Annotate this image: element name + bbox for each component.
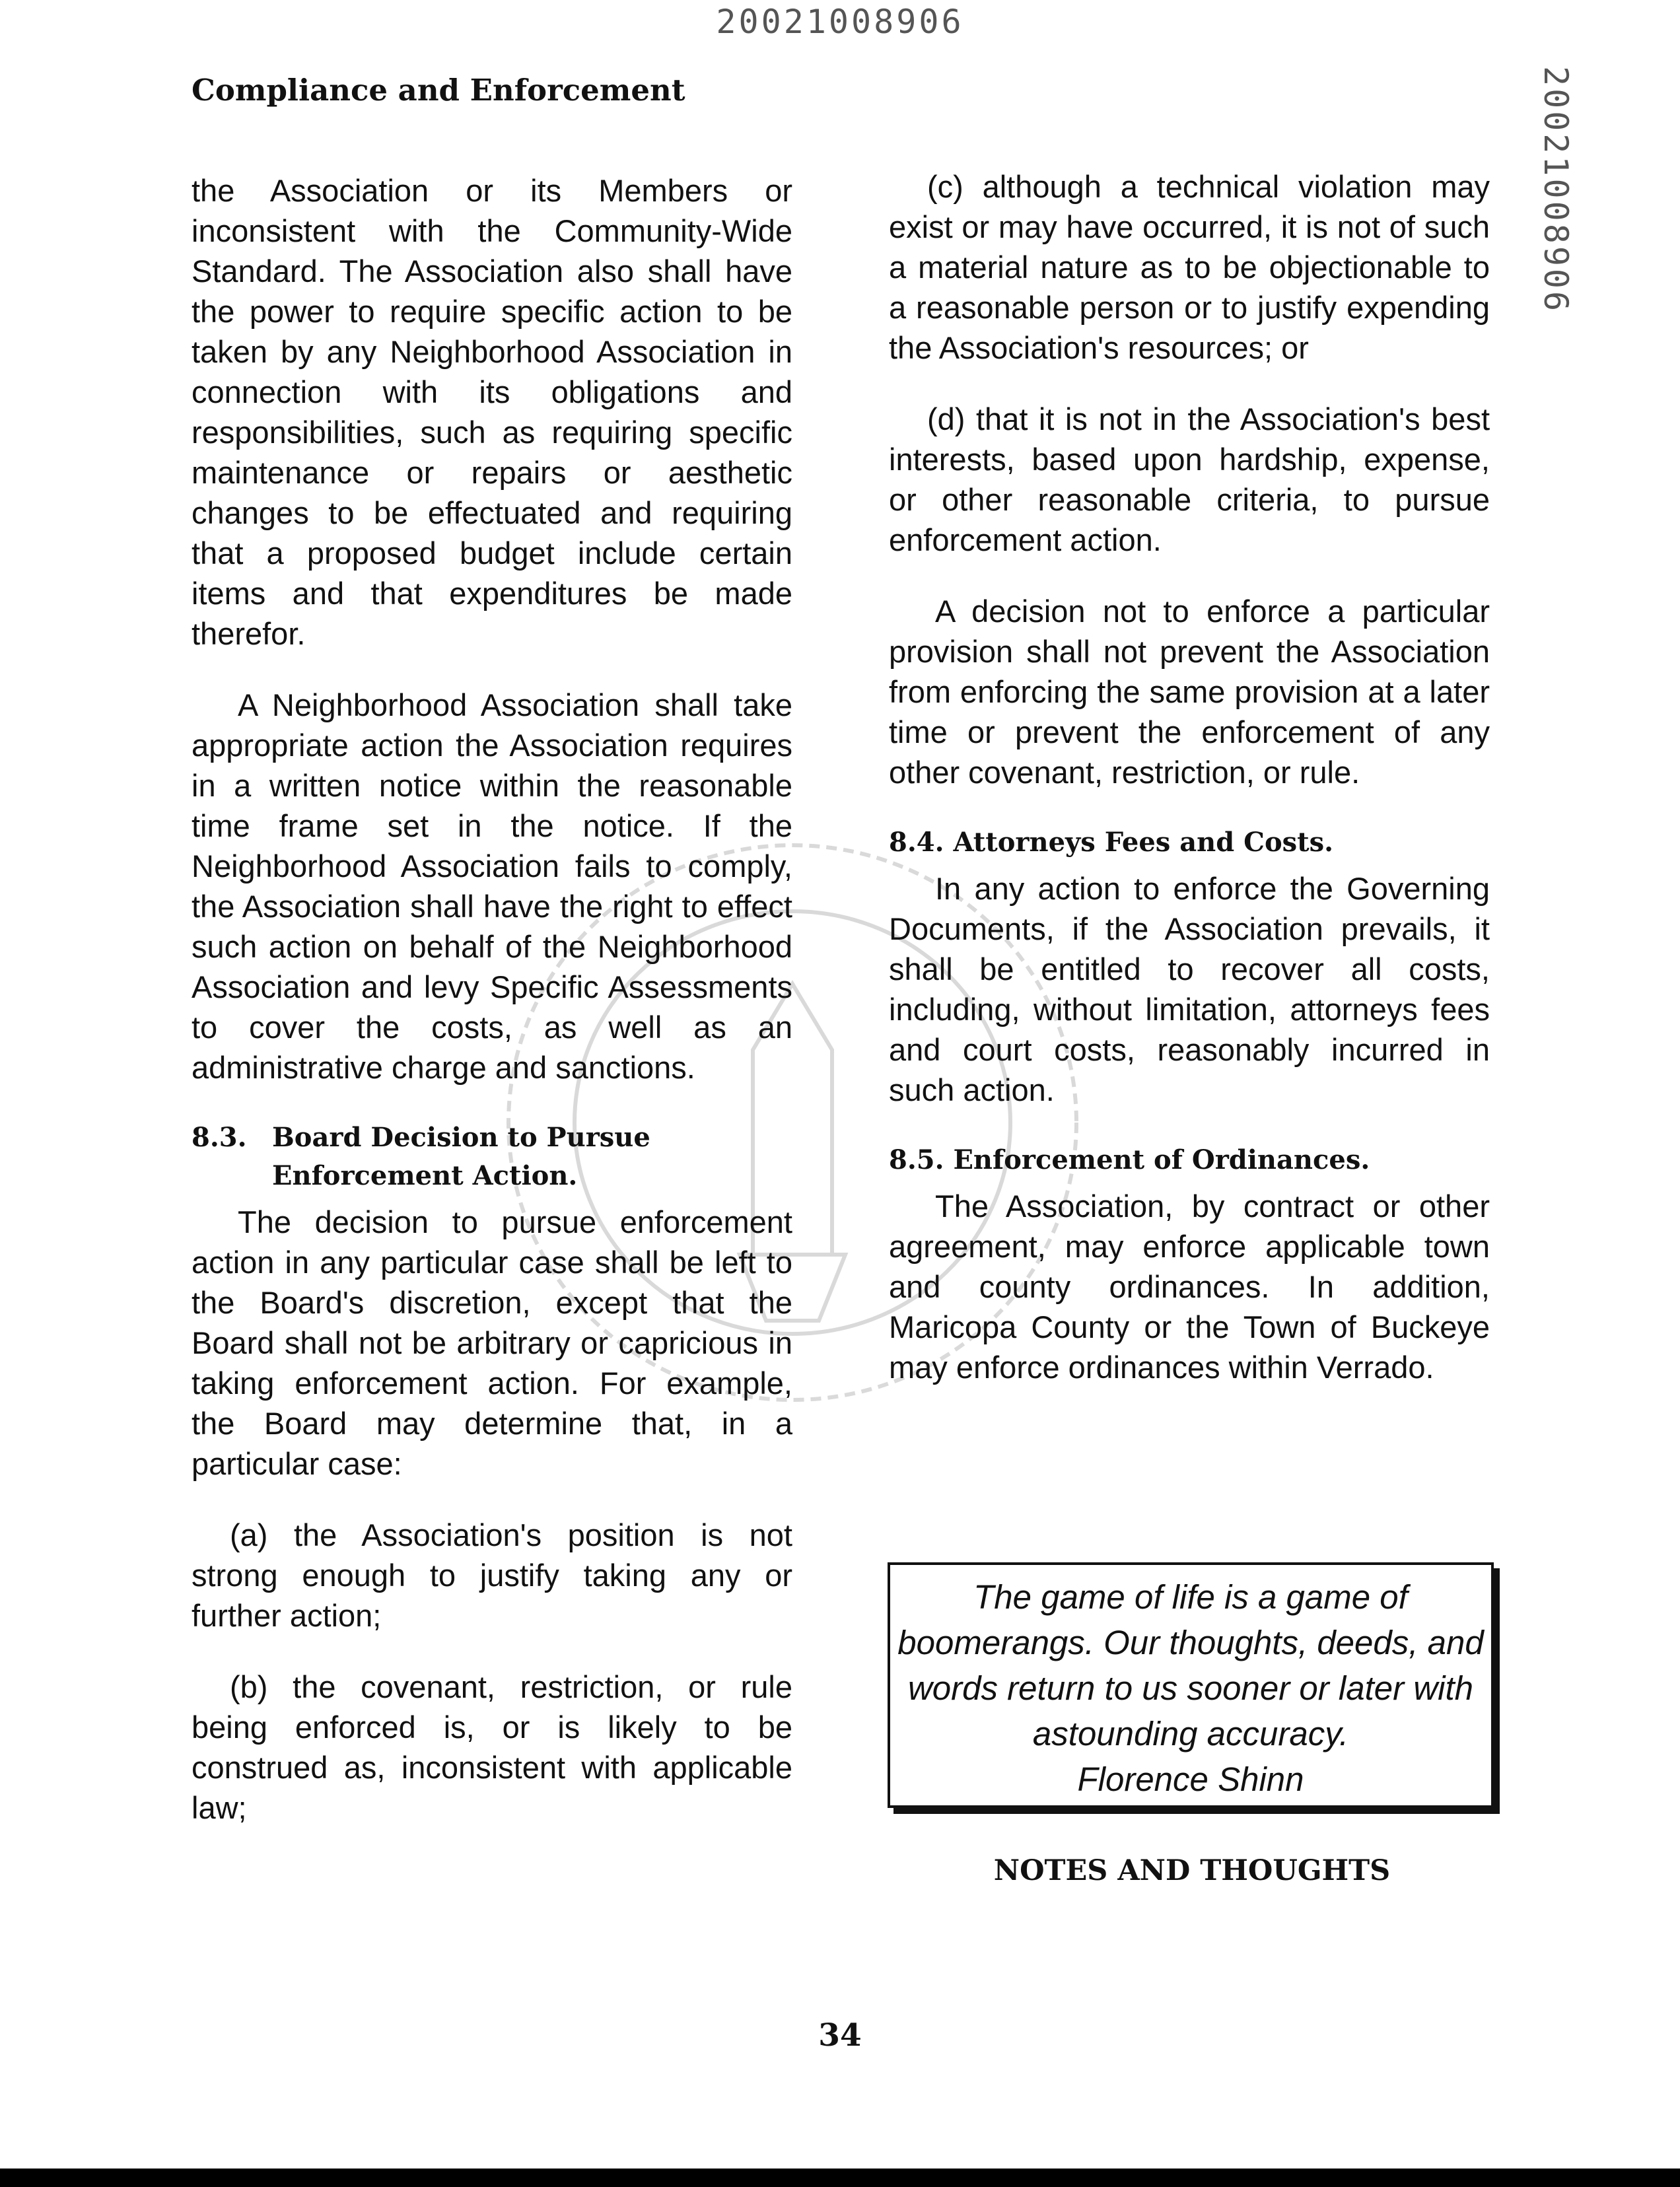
paragraph-continued: the Association or its Members or inconsistent with the Community-Wide Standard. The Association also shall have the power to require specific action to be taken by any Neighborhood Association in connection with its obligations and responsibilities, such as requiring specific maintenance or repairs or aesthetic changes to be effectuated and requiring that a proposed budget include certain items and that expenditures be made therefor. bbox=[192, 173, 792, 651]
quote-line: words return to us sooner or later with bbox=[907, 1669, 1474, 1707]
paragraph-neighborhood-association: A Neighborhood Association shall take appropriate action the Association requires in a written notice within the reasonable time frame set in the notice. If the Neighborhood Association fails to comply, the Association shall have the right to effect such action on behalf of the Neighborhood Association and levy Specific Assessments to cover the costs, as well as an administrative charge and sanctions. bbox=[192, 687, 792, 1085]
bottom-rule bbox=[0, 2169, 1680, 2187]
section-8-5-heading: 8.5. Enforcement of Ordinances. bbox=[889, 1144, 1370, 1175]
notes-heading: NOTES AND THOUGHTS bbox=[993, 1854, 1391, 1887]
page-number: 34 bbox=[818, 2017, 862, 2054]
paragraph-board-decision: The decision to pursue enforcement action in any particular case shall be left to the Board's discretion, except that the Board shall not be arbitrary or capricious in taking enforcement action. For example, the Board may determine that, in a particular case: bbox=[192, 1204, 792, 1481]
paragraph-decision-not-to-enforce: A decision not to enforce a particular provision shall not prevent the Association from enforcing the same provision at a later time or prevent the enforcement of any other covenant, restriction, or rule. bbox=[889, 594, 1490, 790]
right-column bbox=[889, 166, 1490, 1418]
section-8-4-heading: 8.4. Attorneys Fees and Costs. bbox=[889, 827, 1334, 858]
section-title-line-2: Enforcement Action. bbox=[272, 1160, 578, 1191]
quote-line: astounding accuracy. bbox=[1032, 1715, 1349, 1753]
section-title-line-1: Board Decision to Pursue bbox=[272, 1122, 650, 1153]
side-stamp: 20021008906 bbox=[1537, 66, 1575, 314]
left-column bbox=[192, 170, 792, 1859]
quote-line: The game of life is a game of bbox=[973, 1578, 1408, 1616]
section-number: 8.3. bbox=[192, 1122, 247, 1153]
paragraph-attorneys-fees: In any action to enforce the Governing Documents, if the Association prevails, it shall be entitled to recover all costs, including, without limitation, attorneys fees and court costs, reasonably incurred in such action. bbox=[889, 871, 1490, 1107]
quote-author: Florence Shinn bbox=[1077, 1760, 1304, 1798]
page-header: Compliance and Enforcement bbox=[192, 73, 685, 108]
quote-box bbox=[888, 1562, 1494, 1808]
document-number: 20021008906 bbox=[716, 3, 964, 41]
section-8-3-heading bbox=[192, 1119, 792, 1195]
list-item-a: (a) the Association's position is not strong enough to justify taking any or further action; bbox=[192, 1517, 792, 1633]
list-item-b: (b) the covenant, restriction, or rule being enforced is, or is likely to be construed as, inconsistent with applicable law; bbox=[192, 1669, 792, 1825]
list-item-c: (c) although a technical violation may exist or may have occurred, it is not of such a material nature as to be objectionable to a reasonable person or to justify expending the Association's resources; or bbox=[889, 169, 1490, 365]
quote-line: boomerangs. Our thoughts, deeds, and bbox=[897, 1624, 1484, 1661]
paragraph-ordinances: The Association, by contract or other agreement, may enforce applicable town and county ordinances. In addition, Maricopa County or the Town of Buckeye may enforce ordinances within Verrado. bbox=[889, 1189, 1490, 1385]
list-item-d: (d) that it is not in the Association's best interests, based upon hardship, expense, or other reasonable criteria, to pursue enforcement action. bbox=[889, 401, 1490, 557]
